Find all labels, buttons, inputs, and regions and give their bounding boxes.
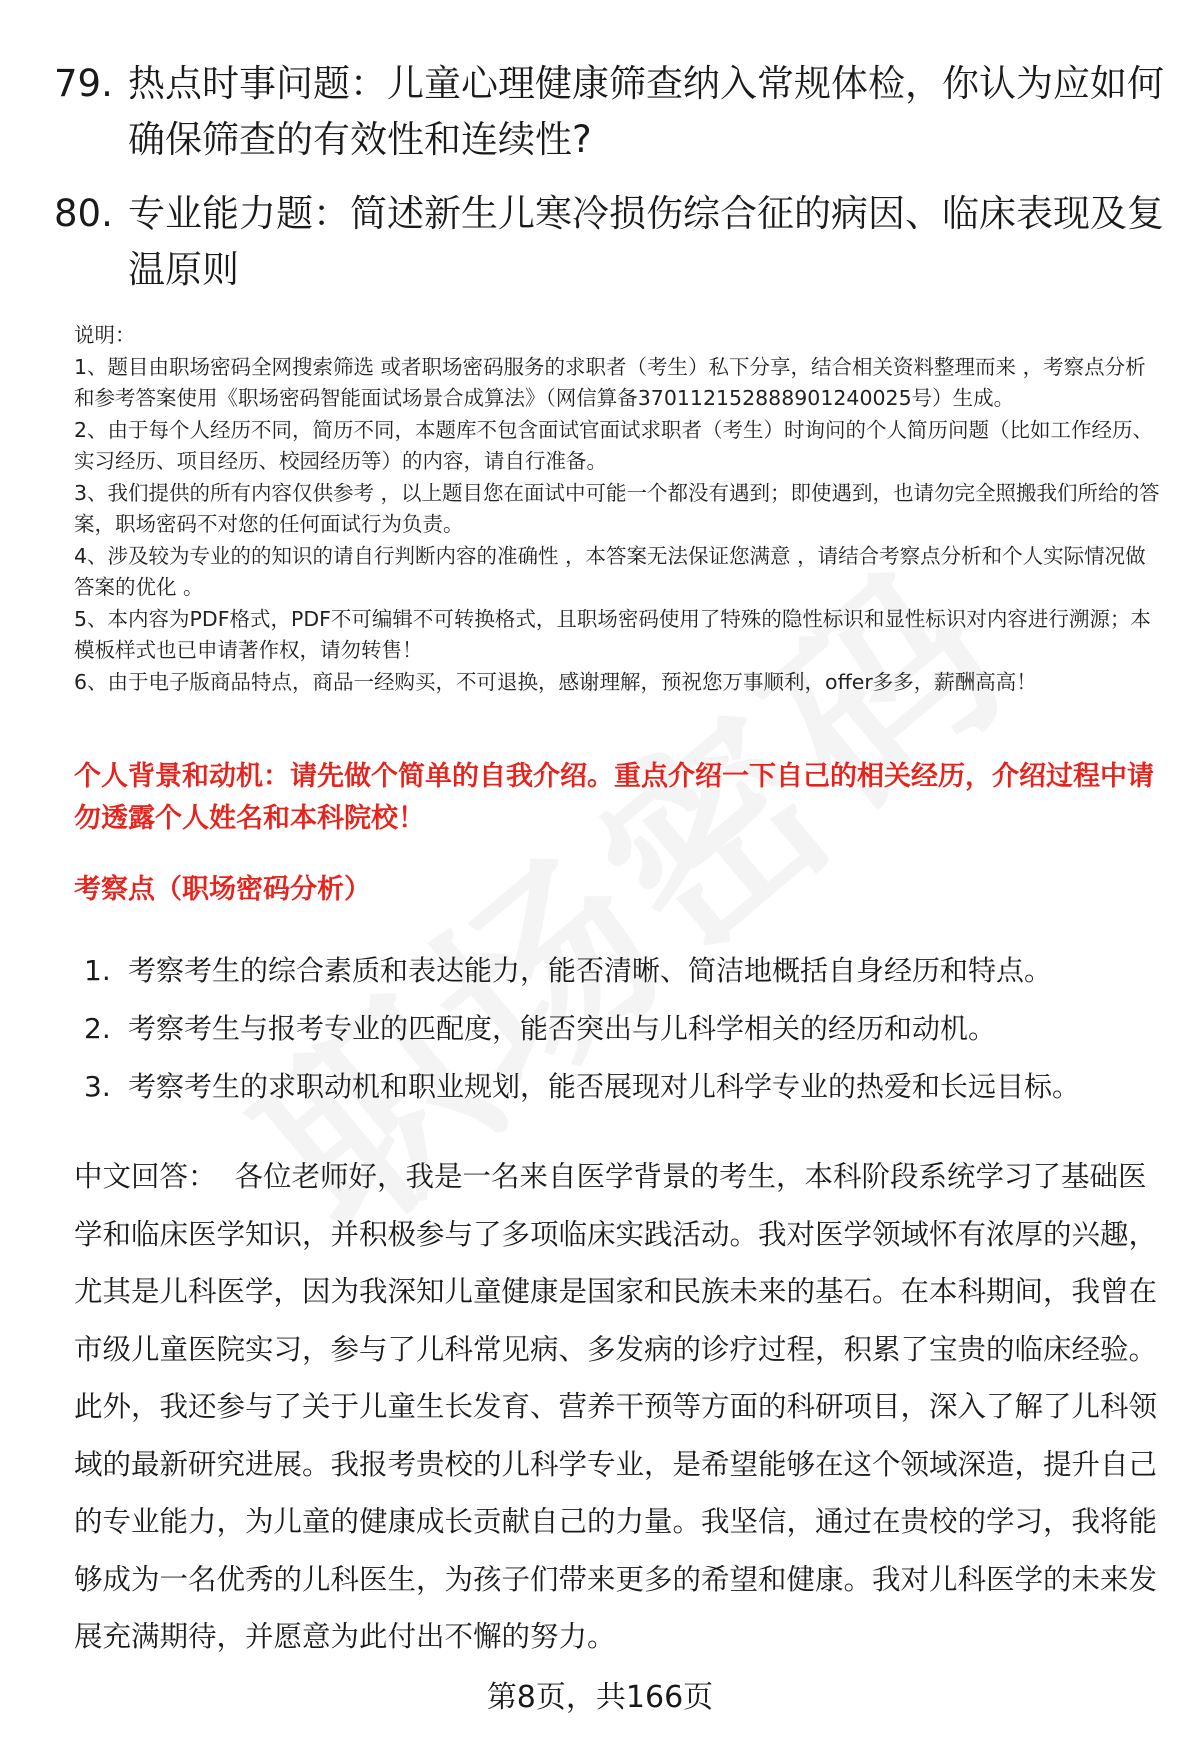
question-text: 专业能力题：简述新生儿寒冷损伤综合征的病因、临床表现及复温原则 [128, 192, 1164, 291]
analysis-point [84, 942, 1174, 1000]
answer-text: 各位老师好，我是一名来自医学背景的考生，本科阶段系统学习了基础医学和临床医学知识，并积极参与了多项临床实践活动。我对医学领域怀有浓厚的兴趣，尤其是儿科医学，因为我深知儿童健康是国家和民族未来的基石。在本科期间，我曾在市级儿童医院实习，参与了儿科常见病、多发病的诊疗过程，积累了宝贵的临床经验。此外，我还参与了关于儿童生长发育、营养干预等方面的科研项目，深入了解了儿科领域的最新研究进展。我报考贵校的儿科学专业，是希望能够在这个领域深造，提升自己的专业能力，为儿童的健康成长贡献自己的力量。我坚信，通过在贵校的学习，我将能够成为一名优秀的儿科医生，为孩子们带来更多的希望和健康。我对儿科医学的未来发展充满期待，并愿意为此付出不懈的努力。 [74, 1160, 1158, 1653]
notes-title: 说明： [74, 323, 136, 347]
analysis-heading: 考察点（职场密码分析） [74, 874, 371, 905]
point-text: 考察考生的综合素质和表达能力，能否清晰、简洁地概括自身经历和特点。 [128, 954, 1053, 987]
analysis-point [84, 1058, 1174, 1116]
note-item: 3、我们提供的所有内容仅供参考 ，以上题目您在面试中可能一个都没有遇到；即使遇到，也请勿完全照搬我们所给的答案，职场密码不对您的任何面试行为负责。 [74, 480, 1160, 536]
featured-question: 个人背景和动机：请先做个简单的自我介绍。重点介绍一下自己的相关经历，介绍过程中请勿透露个人姓名和本科院校！ [74, 761, 1154, 834]
point-number: 2. [84, 1012, 111, 1045]
analysis-point [84, 1000, 1174, 1058]
point-number: 1. [84, 954, 111, 987]
page-number: 第8页，共166页 [486, 1680, 714, 1715]
note-item: 1、题目由职场密码全网搜索筛选 或者职场密码服务的求职者（考生）私下分享，结合相关资料整理而来 ，考察点分析和参考答案使用《职场密码智能面试场景合成算法》（网信算备370112152888901240025号）生成。 [74, 354, 1146, 410]
question-text: 热点时事问题：儿童心理健康筛查纳入常规体检，你认为应如何确保筛查的有效性和连续性? [128, 62, 1164, 161]
point-text: 考察考生与报考专业的匹配度，能否突出与儿科学相关的经历和动机。 [128, 1012, 997, 1045]
disclaimer-notes [74, 320, 1164, 698]
question-80 [54, 186, 1164, 298]
note-item: 5、本内容为PDF格式，PDF不可编辑不可转换格式，且职场密码使用了特殊的隐性标识和显性标识对内容进行溯源；本模板样式也已申请著作权，请勿转售！ [74, 606, 1151, 662]
analysis-points [84, 942, 1174, 1116]
answer-label: 中文回答： [74, 1160, 217, 1193]
point-number: 3. [84, 1070, 111, 1103]
point-text: 考察考生的求职动机和职业规划，能否展现对儿科学专业的热爱和长远目标。 [128, 1070, 1081, 1103]
answer-paragraph [74, 1148, 1166, 1666]
question-number: 79. [54, 62, 113, 105]
note-item: 4、涉及较为专业的的知识的请自行判断内容的准确性 ，本答案无法保证您满意 ，请结合考察点分析和个人实际情况做答案的优化 。 [74, 543, 1146, 599]
note-item: 6、由于电子版商品特点，商品一经购买，不可退换，感谢理解，预祝您万事顺利，offer多多，薪酬高高！ [74, 669, 1037, 694]
question-number: 80. [54, 192, 113, 235]
note-item: 2、由于每个人经历不同，简历不同，本题库不包含面试官面试求职者（考生）时询问的个人简历问题（比如工作经历、实习经历、项目经历、校园经历等）的内容，请自行准备。 [74, 417, 1154, 473]
question-79 [54, 56, 1164, 168]
